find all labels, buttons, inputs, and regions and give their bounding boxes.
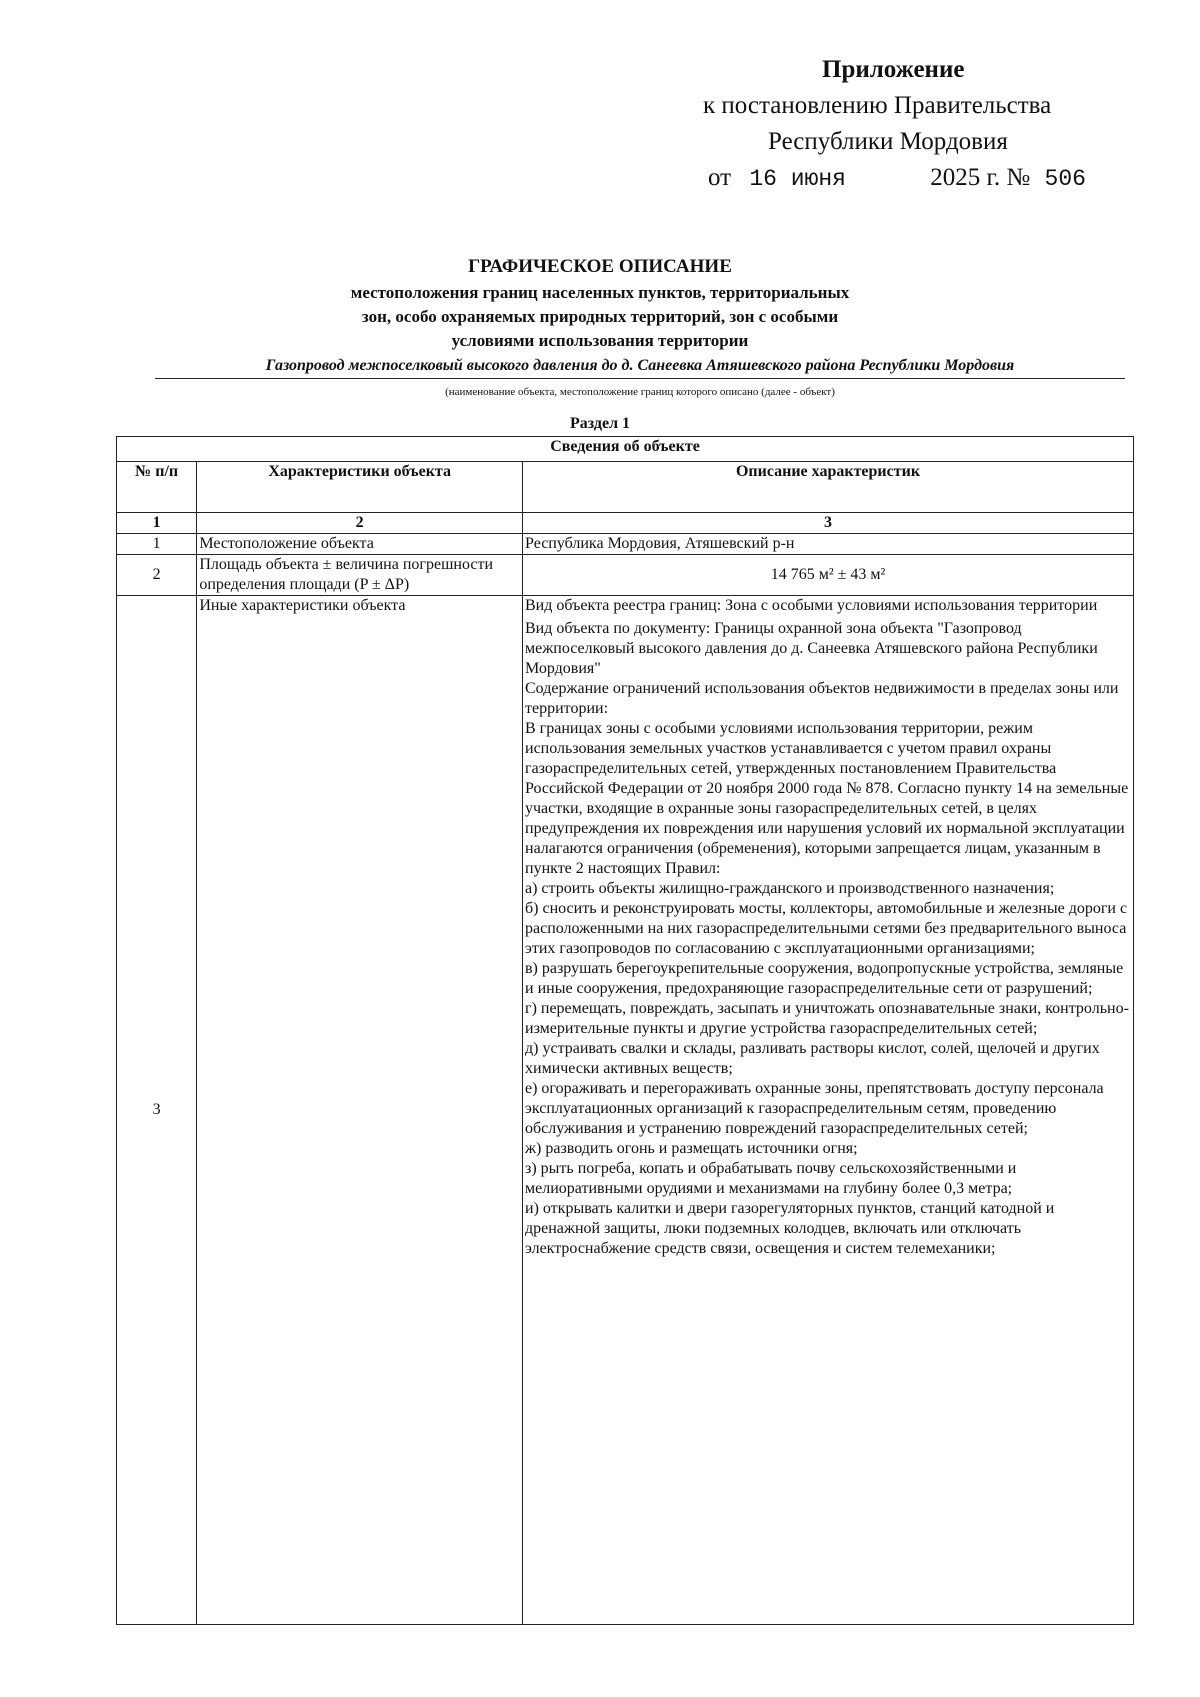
row-description: 14 765 м² ± 43 м² (523, 555, 1134, 596)
description-paragraph: д) устраивать свалки и склады, разливать растворы кислот, солей, щелочей и других химически активных веществ; (525, 1040, 1100, 1077)
row-number: 3 (117, 596, 197, 1625)
document-title: ГРАФИЧЕСКОЕ ОПИСАНИЕ (468, 256, 732, 277)
column-number: 1 (117, 513, 197, 534)
row-description (523, 596, 1134, 1625)
row-number: 2 (117, 555, 197, 596)
description-paragraph: Вид объекта по документу: Границы охранной зона объекта "Газопровод межпоселковый высокого давления до д. Санеевка Атяшевского района Республики Мордовия" (525, 620, 1098, 677)
row-characteristic: Иные характеристики объекта (197, 596, 523, 1625)
document-subtitle-line-1: местоположения границ населенных пунктов, территориальных (350, 283, 850, 302)
appendix-line-1: к постановлению Правительства (703, 92, 1052, 119)
description-paragraph: г) перемещать, повреждать, засыпать и уничтожать опознавательные знаки, контрольно-измерительные пункты и другие устройства газораспределительных сетей; (525, 1000, 1129, 1037)
description-paragraph: ж) разводить огонь и размещать источники огня; (525, 1140, 858, 1157)
section-title: Раздел 1 (569, 415, 631, 432)
appendix-title: Приложение (822, 56, 965, 83)
description-paragraph: и) открывать калитки и двери газорегуляторных пунктов, станций катодной и дренажной защиты, люки подземных колодцев, включать или отключать электроснабжение средств связи, освещения и систем телемеханики; (525, 1200, 1055, 1257)
object-name-caption: (наименование объекта, местоположение границ которого описано (далее - объект) (445, 386, 835, 398)
description-paragraph: а) строить объекты жилищно-гражданского и производственного назначения; (525, 880, 1055, 897)
header-number: № п/п (117, 462, 197, 513)
column-number-row (117, 513, 1134, 534)
date-year: 2025 г. № (930, 164, 1031, 191)
table-header-row (117, 462, 1134, 513)
date-prefix: от (708, 164, 732, 191)
row-characteristic: Местоположение объекта (197, 534, 523, 555)
document-subtitle-line-2: зон, особо охраняемых природных территорий, зон с особыми (361, 307, 839, 326)
description-paragraph: з) рыть погреба, копать и обрабатывать почву сельскохозяйственными и мелиоративными орудиями и механизмами на глубину более 0,3 метра; (525, 1160, 1017, 1197)
column-number: 2 (197, 513, 523, 534)
document-number: 506 (1044, 166, 1086, 192)
row-description: Республика Мордовия, Атяшевский р-н (523, 534, 1134, 555)
table-row (117, 596, 1134, 1625)
description-paragraph: Вид объекта реестра границ: Зона с особыми условиями использования территории (525, 597, 1098, 614)
table-row (117, 534, 1134, 555)
column-number: 3 (523, 513, 1134, 534)
header-characteristics: Характеристики объекта (197, 462, 523, 513)
description-paragraph: е) огораживать и перегораживать охранные зоны, препятствовать доступу персонала эксплуатационных организаций к газораспределительным сетям, проведению обслуживания и устранению повреждений газораспределительных сетей; (525, 1080, 1104, 1137)
object-info-table (116, 436, 1134, 1625)
description-paragraph: В границах зоны с особыми условиями использования территории, режим использования земельных участков устанавливается с учетом правил охраны газораспределительных сетей, утвержденных постановлением Правительства Российской Федерации от 20 ноября 2000 года № 878. Согласно пункту 14 на земельные участки, входящие в охранные зоны газораспределительных сетей, в целях предупреждения их повреждения или нарушения условий их нормальной эксплуатации налагаются ограничения (обременения), которыми запрещается лицам, указанным в пункте 2 настоящих Правил: (525, 720, 1129, 877)
date-day-month: 16 июня (749, 166, 846, 192)
description-paragraph: Содержание ограничений использования объектов недвижимости в пределах зоны или территории: (525, 680, 1119, 717)
row-number: 1 (117, 534, 197, 555)
description-paragraph: б) сносить и реконструировать мосты, коллекторы, автомобильные и железные дороги с расположенными на них газораспределительными сетями без предварительного выноса этих газопроводов по согласованию с эксплуатационными организациями; (525, 900, 1128, 957)
table-row (117, 555, 1134, 596)
description-paragraph: в) разрушать берегоукрепительные сооружения, водопропускные устройства, земляные и иные сооружения, предохраняющие газораспределительные сети от разрушений; (525, 960, 1124, 997)
object-name: Газопровод межпоселковый высокого давления до д. Санеевка Атяшевского района Республики Мордовия (155, 357, 1125, 379)
table-caption: Сведения об объекте (117, 437, 1134, 462)
row-characteristic: Площадь объекта ± величина погрешности определения площади (P ± ΔP) (197, 555, 523, 596)
table-caption-row (117, 437, 1134, 462)
appendix-date-line (708, 164, 1086, 192)
appendix-line-2: Республики Мордовия (768, 128, 1008, 155)
document-subtitle-line-3: условиями использования территории (451, 331, 749, 350)
header-description: Описание характеристик (523, 462, 1134, 513)
